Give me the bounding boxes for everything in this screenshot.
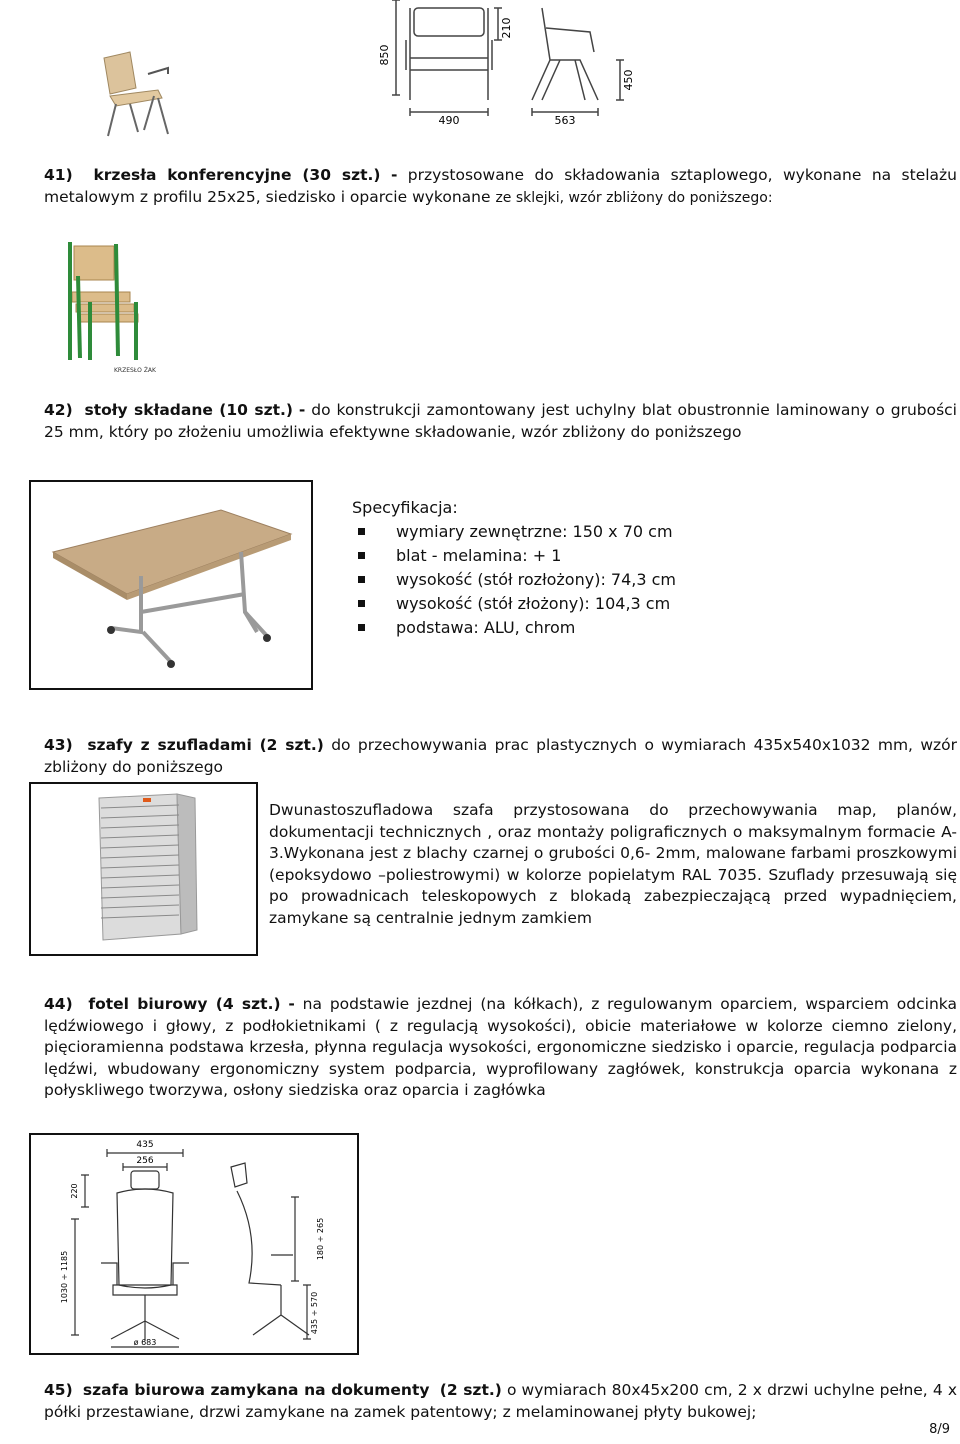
spec-item: wymiary zewnętrzne: 150 x 70 cm	[396, 520, 676, 544]
spec-item: podstawa: ALU, chrom	[396, 616, 676, 640]
dim-220: 220	[70, 1183, 79, 1199]
item-42	[44, 400, 957, 443]
dim-256: 256	[136, 1156, 154, 1166]
item-43-title: szafy z szufladami (2 szt.)	[87, 736, 324, 754]
stacked-chairs-caption: KRZESŁO ŻAK	[114, 367, 156, 374]
dim-210: 210	[500, 17, 513, 39]
item-44-body: na podstawie jezdnej (na kółkach), z regulowanym oparciem, wsparciem odcinka lędźwiowego i głowy, z podłokietnikami ( z regulacją wysokości), obicie materiałowe w kolorze ciemno zielony, pięcioramienna podstawa krzesła, płynna regulacja wysokości, ergonomiczne siedzisko i oparcie, regulacja podparcia lędźwi, wbudowany ergonomiczny system podparcia, wyprofilowany zagłówek, konstrukcja oparcia wykonana z połyskliwego tworzywa, osłony siedziska oraz oparcia i zagłówka	[44, 995, 957, 1099]
spec-item: blat - melamina: + 1	[396, 544, 676, 568]
item-44-dash: -	[288, 995, 295, 1013]
drawer-cabinet-photo-frame	[29, 782, 258, 956]
item-41-body: przystosowane do składowania sztaplowego, wykonane na stelażu metalowym z profilu 25x25, siedzisko i oparcie wykonane	[44, 166, 958, 206]
office-chair-drawing	[31, 1135, 357, 1353]
dim-1030-1185: 1030 ÷ 1185	[60, 1250, 69, 1304]
office-chair-drawing-frame	[29, 1133, 359, 1355]
spec-list	[352, 520, 676, 640]
item-45-num: 45)	[44, 1381, 73, 1399]
item-45-title: szafa biurowa zamykana na dokumenty	[82, 1381, 430, 1399]
item-43-num: 43)	[44, 736, 73, 754]
dim-180-265: 180 ÷ 265	[316, 1217, 325, 1261]
item-44	[44, 994, 957, 1102]
item-42-dash: -	[298, 401, 306, 419]
spec-title: Specyfikacja:	[352, 498, 458, 517]
spec-block	[352, 496, 676, 640]
conference-chair-photo	[96, 44, 186, 140]
dim-490: 490	[438, 114, 460, 125]
item-41-num: 41)	[44, 166, 73, 184]
item-41	[44, 165, 957, 209]
folding-table-photo	[31, 482, 311, 688]
spec-item: wysokość (stół złożony): 104,3 cm	[396, 592, 676, 616]
conference-chair-dimension-drawing	[370, 0, 640, 125]
item-44-title: fotel biurowy (4 szt.)	[88, 995, 281, 1013]
item-42-title: stoły składane (10 szt.)	[84, 401, 293, 419]
item-41-body-small: ze sklejki, wzór zbliżony do poniższego:	[495, 189, 773, 206]
dim-683: ø 683	[133, 1338, 157, 1347]
folding-table-photo-frame	[29, 480, 313, 690]
page-number: 8/9	[929, 1422, 950, 1437]
dim-563: 563	[554, 114, 576, 125]
drawer-cabinet-photo	[31, 784, 256, 954]
item-42-body: do konstrukcji zamontowany jest uchylny blat obustronnie laminowany o grubości 25 mm, który po złożeniu umożliwia efektywne składowanie, wzór zbliżony do poniższego	[44, 401, 957, 441]
dim-450: 450	[622, 69, 635, 91]
item-42-num: 42)	[44, 401, 73, 419]
item-41-dash: -	[390, 166, 398, 184]
item-43-body: do przechowywania prac plastycznych o wymiarach 435x540x1032 mm, wzór zbliżony do poniższego	[44, 736, 957, 776]
item-43-description: Dwunastoszufladowa szafa przystosowana do przechowywania map, planów, dokumentacji technicznych , oraz montaży poligraficznych o maksymalnym formacie A-3.Wykonana jest z blachy czarnej o grubości 0,6- 2mm, malowane farbami proszkowymi (epoksydowo –poliestrowymi) w kolorze popielatym RAL 7035. Szuflady przesuwają się po prowadnicach teleskopowych z blokadą zabezpieczającą przed wypadnięciem, zamykane są centralnie jednym zamkiem	[269, 801, 957, 927]
item-41-title: krzesła konferencyjne (30 szt.)	[93, 166, 381, 184]
spec-item: wysokość (stół rozłożony): 74,3 cm	[396, 568, 676, 592]
item-45	[44, 1380, 957, 1423]
dim-435: 435	[136, 1140, 154, 1150]
item-45-qty: (2 szt.)	[439, 1381, 502, 1399]
dim-850: 850	[378, 44, 391, 66]
item-43	[44, 735, 957, 778]
item-44-num: 44)	[44, 995, 73, 1013]
dim-435-570: 435 ÷ 570	[310, 1291, 319, 1335]
item-45-body: o wymiarach 80x45x200 cm, 2 x drzwi uchylne pełne, 4 x półki przestawiane, drzwi zamykane na zamek patentowy; z melaminowanej płyty bukowej;	[44, 1381, 957, 1421]
stacked-chairs-photo	[56, 236, 156, 376]
